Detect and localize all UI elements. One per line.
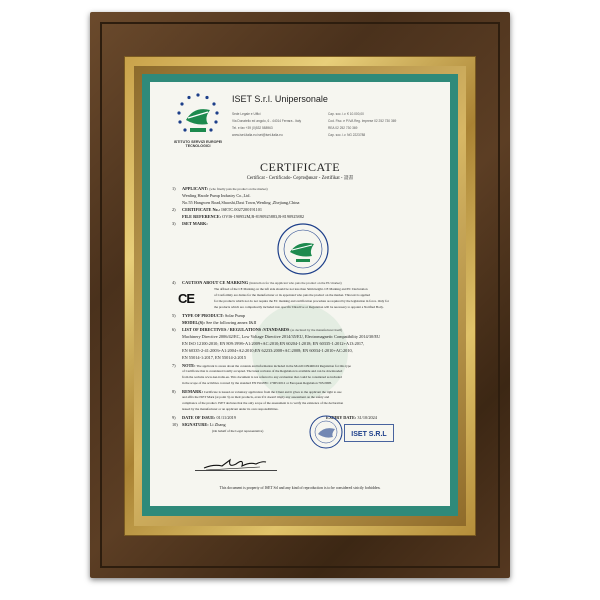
- item-number: 5): [172, 313, 176, 318]
- certificate-document: [150, 82, 450, 506]
- directives-label: LIST OF DIRECTIVES / REGULATIONS /STANDARDS: [182, 327, 290, 332]
- header-info-line: Cod. Fisc. e P.IVA Reg. Imprese 02 252 730 369: [328, 119, 397, 123]
- caution-text-line: of Conformity are duties for the manufacturer or its appointed who puts the product on the market. This text is applied: [214, 293, 371, 297]
- logo-caption: ISTITUTO SERVIZI EUROPEI TECNOLOGICI: [173, 140, 223, 148]
- caution-text-line: the products which are compulsorily included into specific Directive or Regulation will be necessary to appoint a Notified Body.: [214, 305, 384, 309]
- header-address-line: www.iset-italia.eu iset@iset-italia.eu: [232, 133, 283, 137]
- iset-logo-icon: [174, 92, 222, 140]
- certificate-title: CERTIFICATE: [259, 160, 341, 174]
- applicant-label: APPLICANT:: [182, 186, 209, 191]
- note-line: from the website www.iset-italia.eu. This document is not referred to any evaluation that could be considered as included: [182, 375, 342, 379]
- directives-line: Machinery Directive 2006/42/EC, Low Voltage Directive 2014/35/EU, Electromagnetic Compatibility 2014/30/EU: [182, 334, 381, 339]
- applicant-note: (who finally puts the product on the market): [209, 187, 268, 191]
- remark-line: and affix the ISET Mark (at point 3) on their products, even if it doesn't imply any assessment on the safety and: [182, 395, 330, 399]
- note-line: The applicant is aware about the contents and information included in the Mod.ICON4R6.04 Regulation for this type: [196, 364, 351, 368]
- certificate-no: ISETC.0027200191101: [221, 207, 263, 212]
- iset-certified-mark-icon: [276, 222, 330, 276]
- company-stamp-icon: [344, 424, 394, 442]
- certificate-no-label: CERTIFICATE No.:: [182, 207, 221, 212]
- header-info-line: REA 02 252 730 369: [328, 126, 358, 130]
- date-issue-label: DATE OF ISSUE:: [182, 415, 216, 420]
- certificate-subtitle: Certificat - Certificado- Сертификат - Zertifikat - 證書: [246, 176, 354, 181]
- item-number: 7): [172, 363, 176, 368]
- item-number: 10): [172, 422, 178, 427]
- expiry-label: EXPIRY DATE:: [326, 415, 357, 420]
- type-value: Solar Pump: [224, 313, 246, 318]
- directives-line: EN 60335-2-41:2003+A1:2004+A2:2010;EN 62233:2008+AC:2008; EN 60034-1:2010+AC:2010,: [182, 348, 353, 353]
- models-label: MODEL(S):: [182, 320, 205, 325]
- directives-line: EN 55014-1:2017, EN 55014-2:2015: [182, 355, 246, 360]
- item-number: 1): [172, 186, 176, 191]
- header-address-line: Sede Legale e Uffici: [232, 112, 261, 116]
- remark-line: Certificate is issued on voluntary application from the Client and it gives to the applicant the right to use: [203, 390, 342, 394]
- item-number: 9): [172, 415, 176, 420]
- remark-label: REMARK:: [182, 389, 204, 394]
- header-info-line: Cap. soc. i.v. € 10.000,00: [328, 112, 364, 116]
- note-line: of Certificate that is considered totally accepted. The latest revision of the Regulation is available and can be downloaded: [182, 369, 343, 373]
- round-seal-icon: [308, 414, 344, 450]
- models-value: See the following annex I&II: [206, 320, 257, 325]
- item-number: 3): [172, 221, 176, 226]
- header-address-line: Tel. e fax +39 (0)532 588963: [232, 126, 273, 130]
- file-reference: OVIS-190952M,B-8190925883,B-8190925882: [222, 214, 305, 219]
- note-line: in the scope of the activities covered by the standard EN ISO/IEC 17065:2012 or European Regulation 765/2008.: [182, 381, 332, 385]
- signature-line: [195, 470, 277, 471]
- on-behalf-note: (On behalf of the Legal representative): [212, 429, 264, 433]
- footer-disclaimer: This document is property of ISET Srl and any kind of reproduction is to be considered strictly forbidden.: [219, 486, 381, 490]
- item-number: 2): [172, 207, 176, 212]
- remark-line: compliance of the product. ISET declares that the only scope of the assessment is to verify the existence of the declaration: [182, 401, 344, 405]
- directives-note: (as declared by the manufacturer itself): [290, 328, 343, 332]
- company-stamp-text: ISET S.R.L: [351, 431, 387, 438]
- caution-text-line: for the products which not do not require the EC marking and certification procedure as required by the legislation in force. Only for: [214, 299, 389, 303]
- type-label: TYPE OF PRODUCT:: [182, 313, 224, 318]
- directives-line: EN ISO 12100:2010; EN 809:1998+A1:2009+AC:2010;EN 60204-1:2018; EN 60335-1:2012+A13:2017,: [182, 341, 365, 346]
- header-info-line: Cap. soc. i.v. NG 2223788: [328, 133, 366, 137]
- expiry-date: 31/10/2024: [357, 415, 377, 420]
- item-number: 6): [172, 327, 176, 332]
- company-name: ISET S.r.l. Unipersonale: [232, 94, 328, 104]
- applicant-name: Wenling Haode Pump Industry Co.,Ltd.: [182, 193, 251, 198]
- date-issue: 01/11/2019: [216, 415, 236, 420]
- item-number: 4): [172, 280, 176, 285]
- remark-line: issued by the manufacturer or an applicant under its own responsibilities.: [182, 407, 279, 411]
- caution-note: (Instruction for the Applicant who puts the product on the EU market): [249, 281, 342, 285]
- applicant-address: No.55 Hangwen Road,Shaoshi,Daxi Town,Wenling ,Zhejiang,China: [182, 200, 300, 205]
- header-address-line: Via Donatello ed angolo, 6 - 44014 Ferrara - Italy: [232, 119, 302, 123]
- item-number: 8): [172, 389, 176, 394]
- file-reference-label: FILE REFERENCE:: [182, 214, 222, 219]
- note-label: NOTE:: [182, 363, 196, 368]
- signature-name: Li Zhang: [209, 422, 226, 427]
- caution-text-line: The affixed of the CE Marking on the left side should be not less than 5mm height. CE Marking and EC Declaration: [214, 287, 368, 291]
- signature-label: SIGNATURE:: [182, 422, 209, 427]
- caution-label: CAUTION ABOUT CE MARKING: [182, 280, 249, 285]
- ce-mark-icon: CE: [178, 291, 195, 306]
- iset-mark-label: ISET MARK:: [182, 221, 208, 226]
- handwritten-signature-icon: [200, 452, 270, 472]
